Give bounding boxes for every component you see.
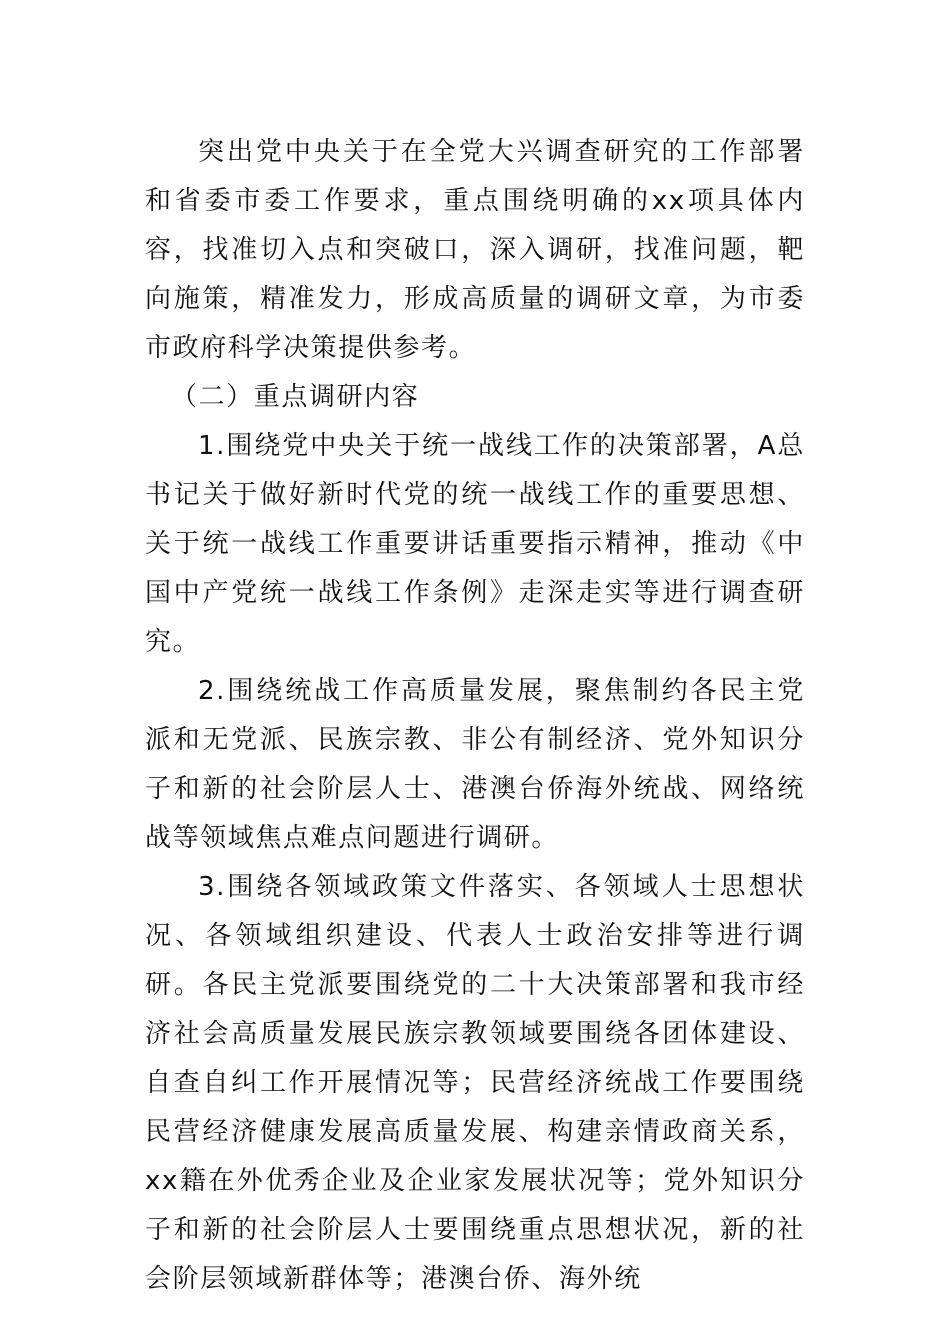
content-item-2: 2.围绕统战工作高质量发展，聚焦制约各民主党派和无党派、民族宗教、非公有制经济、党外知识分子和新的社会阶层人士、港澳台侨海外统战、网络统战等领域焦点难点问题进行调研。 [145,676,805,853]
section-heading: （二）重点调研内容 [171,382,420,412]
document-body [145,128,805,1304]
intro-paragraph: 突出党中央关于在全党大兴调查研究的工作部署和省委市委工作要求，重点围绕明确的xx项具体内容，找准切入点和突破口，深入调研，找准问题，靶向施策，精准发力，形成高质量的调研文章，为市委市政府科学决策提供参考。 [145,137,805,363]
content-item-3: 3.围绕各领域政策文件落实、各领域人士思想状况、各领域组织建设、代表人士政治安排等进行调研。各民主党派要围绕党的二十大决策部署和我市经济社会高质量发展民族宗教领域要围绕各团体建设、自查自纠工作开展情况等；民营经济统战工作要围绕民营经济健康发展高质量发展、构建亲情政商关系，xx籍在外优秀企业及企业家发展状况等；党外知识分子和新的社会阶层人士要围绕重点思想状况，新的社会阶层领域新群体等；港澳台侨、海外统 [145,872,805,1294]
content-item-1: 1.围绕党中央关于统一战线工作的决策部署，A总书记关于做好新时代党的统一战线工作的重要思想、关于统一战线工作重要讲话重要指示精神，推动《中国中产党统一战线工作条例》走深走实等进行调查研究。 [145,431,805,657]
